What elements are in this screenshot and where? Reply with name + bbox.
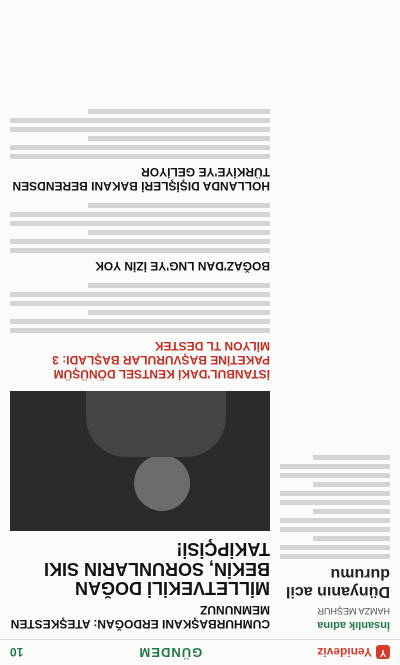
column-label: İnsanlık adına bbox=[317, 619, 390, 631]
column-body-unreadable bbox=[280, 455, 390, 559]
story-body-unreadable bbox=[10, 109, 270, 159]
story-block bbox=[10, 203, 270, 273]
column-byline: HAMZA MEŞHUR bbox=[317, 606, 390, 616]
masthead bbox=[0, 639, 400, 665]
story-body-unreadable bbox=[10, 283, 270, 333]
brand-logo-icon: Y bbox=[376, 646, 390, 660]
page-number: 10 bbox=[10, 645, 24, 660]
column-title: Dünyanın acil durumu bbox=[285, 565, 390, 600]
sub-headline: HOLLANDA DIŞİŞLERİ BAKANI BERENDSEN TÜRKİYE'YE GELİYOR bbox=[12, 164, 270, 193]
main-headline: MİLLETVEKİLİ DOĞAN BEKİN, SORUNLARIN SIKI TAKİPÇİSİ! bbox=[43, 539, 270, 598]
story-block bbox=[10, 283, 270, 381]
story-body-unreadable bbox=[10, 203, 270, 253]
section-label: GÜNDEM bbox=[138, 645, 203, 660]
sub-headline: İSTANBUL'DAKİ KENTSEL DÖNÜŞÜM PAKETİNE BAŞVURULAR BAŞLADI: 3 MİLYON TL DESTEK bbox=[52, 338, 270, 381]
sub-headline: BOĞAZ'DAN LNG'YE İZİN YOK bbox=[95, 258, 270, 273]
brand-name: Yenideviz bbox=[317, 645, 372, 660]
story-block bbox=[10, 109, 270, 193]
opinion-column bbox=[280, 11, 390, 631]
kicker-headline: CUMHURBAŞKANI ERDOĞAN: ATEŞKESTEN MEMNUNUZ bbox=[10, 603, 270, 631]
main-news-area bbox=[10, 11, 270, 631]
brand bbox=[317, 646, 390, 660]
lead-photo bbox=[10, 391, 270, 531]
